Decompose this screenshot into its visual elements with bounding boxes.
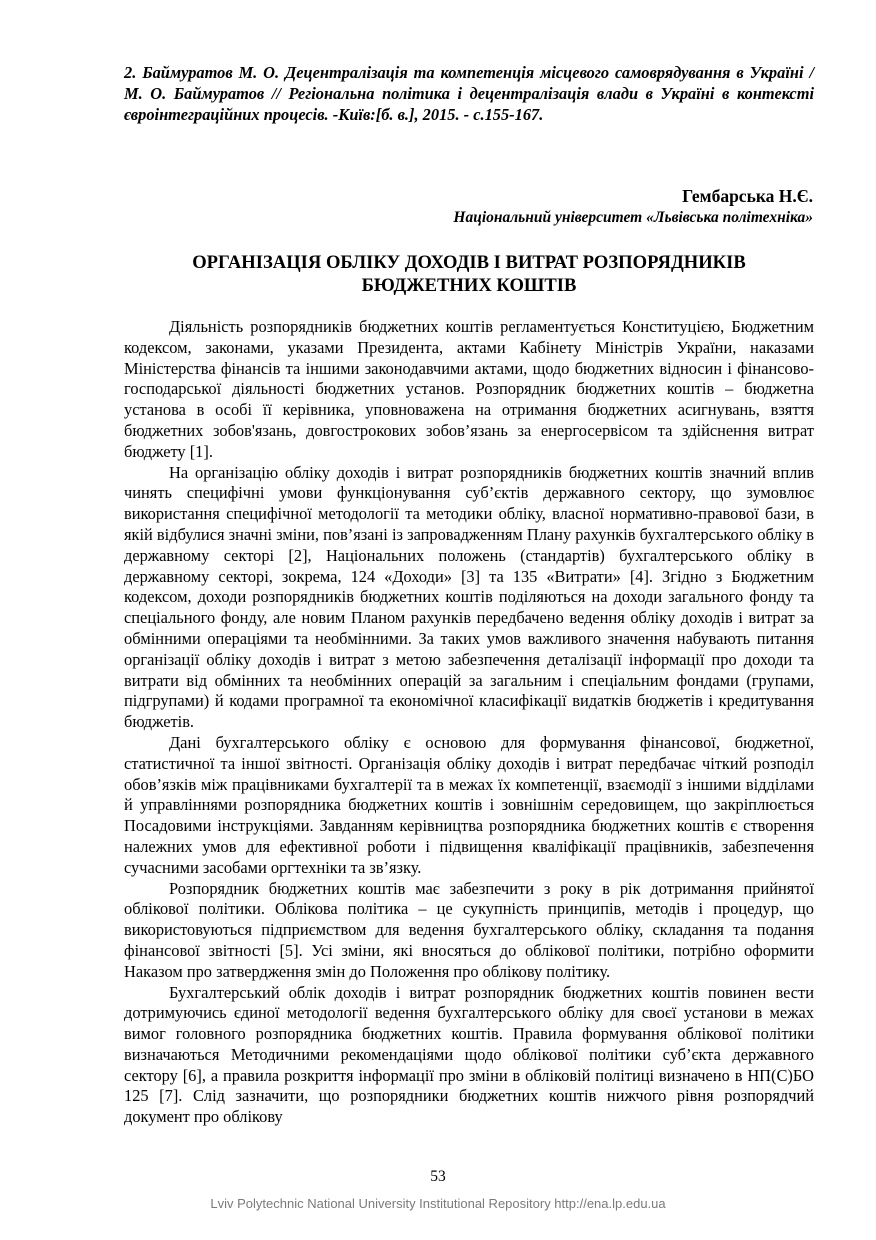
paragraph: Розпорядник бюджетних коштів має забезпечити з року в рік дотримання прийнятої облікової політики. Облікова політика – це сукупність принципів, методів і процедур, що використовуються підприємством для ведення бухгалтерського обліку, складання та подання фінансової звітності [5]. Усі зміни, які вносяться до облікової політики, потрібно оформити Наказом про затвердження змін до Положення про облікову політику. — [124, 878, 814, 981]
reference-entry: 2. Баймуратов М. О. Децентралізація та компетенція місцевого самоврядування в Україні / М. О. Баймуратов // Регіональна політика і децентралізація влади в Україні в контексті євроінтеграційних процесів. -Київ:[б. в.], 2015. - с.155-167. — [124, 63, 814, 124]
paragraph: На організацію обліку доходів і витрат розпорядників бюджетних коштів значний вплив чинять специфічні умови функціонування суб’єктів державного сектору, що зумовлює використання специфічної методології та методики обліку, власної нормативно-правової бази, в якій відбулися значні зміни, пов’язані із запровадженням Плану рахунків бухгалтерського обліку в державному секторі [2], Національних положень (стандартів) бухгалтерського обліку в державному секторі, зокрема, 124 «Доходи» [3] та 135 «Витрати» [4]. Згідно з Бюджетним кодексом, доходи розпорядників бюджетних коштів поділяються на доходи загального фонду та спеціального фонду, але новим Планом рахунків передбачено ведення обліку доходів і витрат за обмінними операціями та необмінними. За таких умов важливого значення набувають питання організації обліку доходів і витрат з метою забезпечення деталізації інформації про доходи та витрати від обмінних та необмінних операцій за загальним і спеціальним фондами (групами, підгрупами) й кодами програмної та економічної класифікації видатків бюджетів і кредитування бюджетів. — [124, 462, 814, 732]
page-number: 53 — [430, 1168, 446, 1185]
article-title — [124, 251, 814, 297]
title-line-1: ОРГАНІЗАЦІЯ ОБЛІКУ ДОХОДІВ І ВИТРАТ РОЗПОРЯДНИКІВ — [192, 252, 746, 273]
article-body — [124, 317, 814, 1128]
title-line-2: БЮДЖЕТНИХ КОШТІВ — [361, 275, 577, 296]
paragraph: Дані бухгалтерського обліку є основою для формування фінансової, бюджетної, статистичної та іншої звітності. Організація обліку доходів і витрат передбачає чіткий розподіл обов’язків між працівниками бухгалтерії та в межах їх компетенції, взаємодії з іншими відділами й управліннями розпорядника бюджетних коштів і зовнішнім середовищем, що закріплюється Посадовими інструкціями. Завданням керівництва розпорядника бюджетних коштів є створення належних умов для ефективної роботи і підвищення кваліфікації працівників, забезпечення сучасними засобами оргтехніки та зв’язку. — [124, 732, 814, 877]
repository-footer: Lviv Polytechnic National University Institutional Repository http://ena.lp.edu.ua — [210, 1196, 666, 1211]
paragraph: Бухгалтерський облік доходів і витрат розпорядник бюджетних коштів повинен вести дотримуючись єдиної методології ведення бухгалтерського обліку для своєї установи в межах вимог головного розпорядника бюджетних коштів. Правила формування облікової політики визначаються Методичними рекомендаціями щодо облікової політики суб’єкта державного сектору [6], а правила розкриття інформації про зміни в обліковій політиці визначено в НП(С)БО 125 [7]. Слід зазначити, що розпорядники бюджетних коштів нижчого рівня розпорядчий документ про облікову — [124, 982, 814, 1127]
author-name: Гембарська Н.Є. — [682, 186, 813, 206]
paragraph: Діяльність розпорядників бюджетних коштів регламентується Конституцією, Бюджетним кодексом, законами, указами Президента, актами Кабінету Міністрів України, наказами Міністерства фінансів та іншими законодавчими актами, щодо бюджетних відносин і фінансово-господарської діяльності бюджетних установ. Розпорядник бюджетних коштів – бюджетна установа в особі її керівника, уповноважена на отримання бюджетних асигнувань, взяття бюджетних зобов'язань, довгострокових зобов’язань за енергосервісом та здійснення витрат бюджету [1]. — [124, 317, 814, 461]
author-affiliation: Національний університет «Львівська політехніка» — [453, 209, 813, 226]
